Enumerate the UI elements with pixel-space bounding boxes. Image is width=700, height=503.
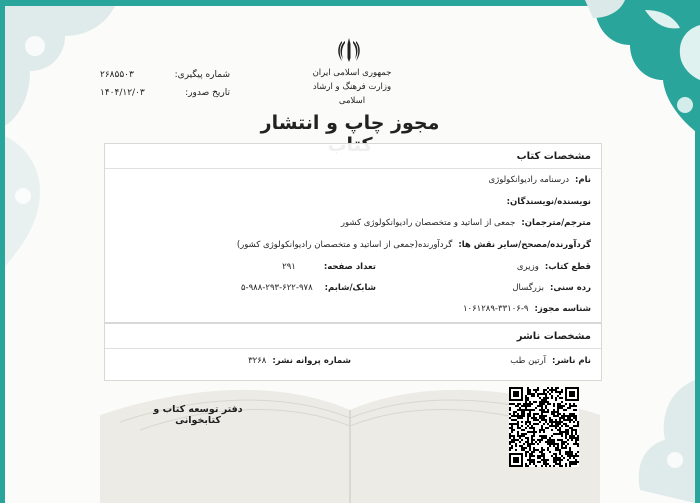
format-value: وزیری [516, 262, 539, 272]
publisher-name-field [510, 356, 591, 366]
ministry-line-1: جمهوری اسلامی ایران [312, 68, 392, 78]
compiler-field [237, 240, 591, 250]
isbn-label: شابک/شابم: [324, 283, 376, 293]
age-group-field [512, 283, 591, 293]
book-name-field [488, 175, 591, 185]
page-count-value: ۲۹۱ [282, 262, 296, 272]
license-id-value: ۹-۳۳۱۰۶-۱۰۶۱۲۸۹ [462, 304, 529, 314]
permit-number-field [248, 356, 351, 366]
document-meta [100, 66, 230, 102]
tracking-number-label: شماره پیگیری: [174, 70, 230, 80]
format-label: قطع کتاب: [544, 262, 591, 272]
publisher-specs-heading: مشخصات ناشر [516, 331, 591, 342]
book-name-label: نام: [574, 175, 591, 185]
qr-code [509, 387, 579, 467]
ministry-line-2: وزارت فرهنگ و ارشاد اسلامی [312, 82, 392, 106]
page-count-field [282, 262, 376, 272]
license-id-field [463, 304, 591, 314]
tracking-number-value: ۲۶۸۵۵۰۳ [100, 70, 134, 80]
iran-emblem-icon [336, 36, 362, 64]
license-id-label: شناسه مجوز: [534, 304, 591, 314]
ministry-header [300, 66, 404, 108]
corner-ornament-top-right [585, 0, 700, 140]
corner-ornament-top-left [5, 6, 120, 276]
publisher-name-label: نام ناشر: [551, 356, 591, 366]
compiler-value: گردآورنده(جمعی از اساتید و متخصصان رادیوانکولوژی کشور) [236, 240, 453, 250]
page-count-label: تعداد صفحه: [323, 262, 376, 272]
divider [105, 348, 601, 349]
author-field [501, 197, 591, 207]
age-group-value: بزرگسال [512, 283, 544, 293]
issue-date-value: ۱۴۰۴/۱۲/۰۳ [100, 88, 145, 98]
age-group-label: رده سنی: [549, 283, 591, 293]
divider [105, 168, 601, 169]
book-specs-panel [104, 143, 602, 323]
publisher-name-value: آرتین طب [510, 356, 546, 366]
author-label: نویسنده/نویسندگان: [506, 197, 591, 207]
translator-label: مترجم/مترجمان: [521, 218, 591, 228]
translator-field [341, 218, 591, 228]
compiler-label: گردآورنده/مصحح/سایر نقش ها: [458, 240, 591, 250]
corner-ornament-bottom-right [590, 380, 695, 503]
issue-date-label: تاریخ صدور: [185, 88, 230, 98]
department-name: دفتر توسعه کتاب و کتابخوانی [153, 404, 243, 426]
format-field [517, 262, 591, 272]
book-name-value: درسنامه رادیوانکولوژی [488, 175, 569, 185]
translator-value: جمعی از اساتید و متخصصان رادیوانکولوژی کشور [340, 218, 516, 228]
permit-number-value: ۳۲۶۸ [248, 356, 267, 366]
isbn-field [241, 283, 376, 293]
book-specs-heading: مشخصات کتاب [516, 151, 591, 162]
isbn-value: ۹۷۸-۶۲۲-۲۹۳-۹۸۸-۵ [240, 283, 313, 293]
permit-number-label: شماره پروانه نشر: [272, 356, 351, 366]
publisher-specs-panel [104, 323, 602, 381]
tracking-number-row [100, 66, 230, 84]
page-title: مجوز چاپ و انتشار [260, 112, 440, 134]
issue-date-row [100, 84, 230, 102]
